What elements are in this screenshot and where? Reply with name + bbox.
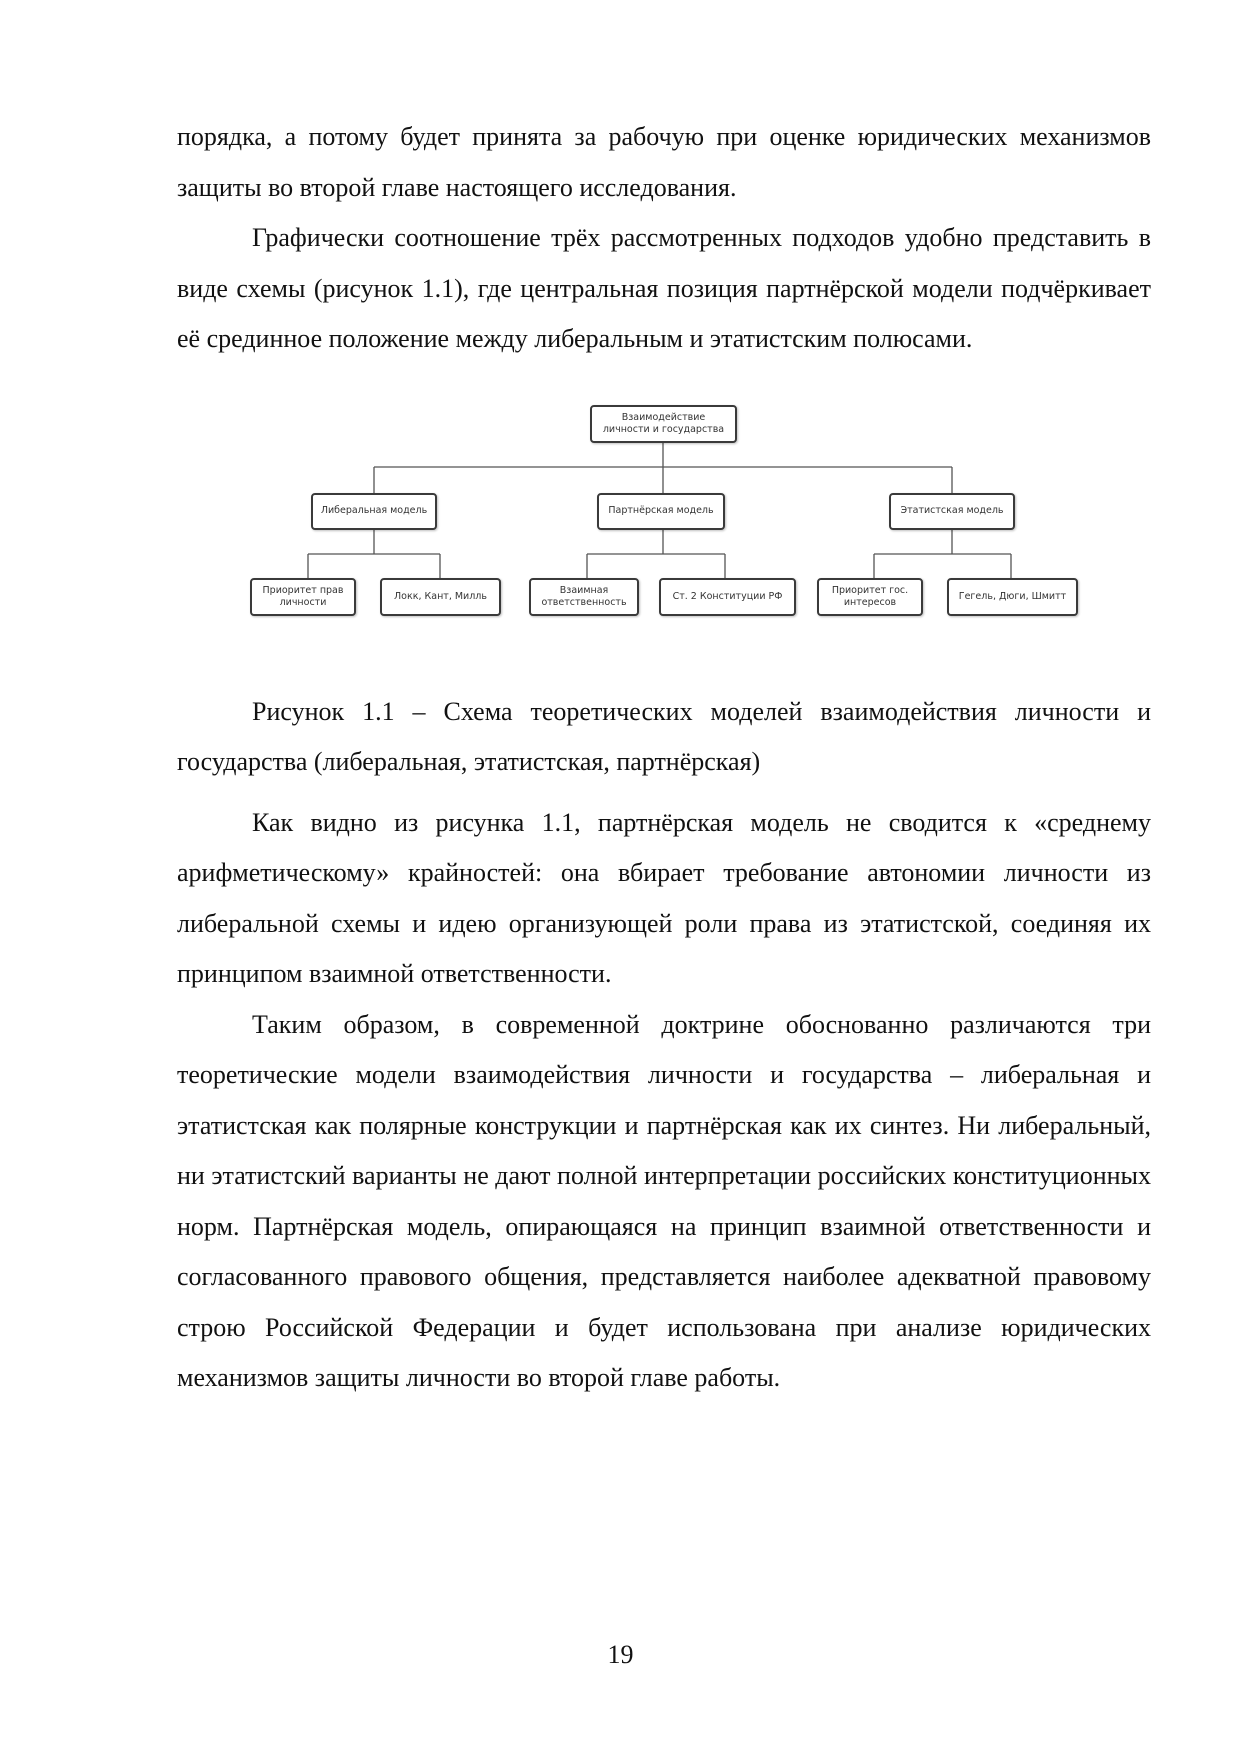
etatist-priority-line-1: Приоритет гос. bbox=[831, 584, 909, 596]
root-node-line-2: личности и государства bbox=[602, 423, 725, 435]
diagram-node-liberal-authors bbox=[380, 578, 501, 616]
liberal-priority-line-2: личности bbox=[279, 596, 327, 608]
diagram-node-etatist bbox=[889, 493, 1015, 530]
figure-caption: Рисунок 1.1 – Схема теоретических моделей взаимодействия личности и государства (либеральная, этатистская, партнёрская) bbox=[177, 696, 1151, 776]
liberal-node-label: Либеральная модель bbox=[320, 505, 428, 516]
paragraph-4: Таким образом, в современной доктрине обоснованно различаются три теоретические модели взаимодействия личности и государства – либеральная и этатистская как полярные конструкции и партнёрская как их синтез. Ни либеральный, ни этатистский варианты не дают полной интерпретации российских конституционных норм. Партнёрская модель, опирающаяся на принцип взаимной ответственности и согласованного правового общения, представляется наиболее адекватной правовому строю Российской Федерации и будет использована при анализе юридических механизмов защиты личности во второй главе работы. bbox=[177, 1009, 1151, 1392]
paragraph-1: порядка, а потому будет принята за рабочую при оценке юридических механизмов защиты во второй главе настоящего исследования. bbox=[177, 122, 1151, 202]
diagram-node-partner bbox=[597, 493, 725, 530]
diagram-node-liberal bbox=[311, 493, 437, 530]
diagram-node-etatist-priority bbox=[817, 578, 923, 616]
paragraph-2: Графически соотношение трёх рассмотренных подходов удобно представить в виде схемы (рисунок 1.1), где центральная позиция партнёрской модели подчёркивает её срединное положение между либеральным и этатистским полюсами. bbox=[177, 223, 1151, 353]
diagram-node-partner-constitution bbox=[659, 578, 796, 616]
diagram-node-partner-responsibility bbox=[529, 578, 639, 616]
partner-node-label: Партнёрская модель bbox=[608, 505, 714, 516]
partner-responsibility-line-2: ответственность bbox=[541, 596, 627, 608]
liberal-authors-label: Локк, Кант, Милль bbox=[394, 590, 487, 602]
diagram-root-node bbox=[590, 405, 737, 443]
root-node-line-1: Взаимодействие bbox=[621, 411, 706, 423]
paragraph-3: Как видно из рисунка 1.1, партнёрская модель не сводится к «среднему арифметическому» крайностей: она вбирает требование автономии личности из либеральной схемы и идею организующей роли права из этатистской, соединяя их принципом взаимной ответственности. bbox=[177, 807, 1151, 988]
partner-responsibility-line-1: Взаимная bbox=[559, 584, 609, 596]
diagram-node-liberal-priority bbox=[250, 578, 356, 616]
figure-models-diagram bbox=[177, 401, 1151, 669]
diagram-node-etatist-authors bbox=[947, 578, 1078, 616]
partner-constitution-label: Ст. 2 Конституции РФ bbox=[672, 590, 783, 602]
liberal-priority-line-1: Приоритет прав bbox=[262, 584, 344, 596]
etatist-priority-line-2: интересов bbox=[843, 596, 897, 608]
document-page bbox=[177, 112, 1151, 1404]
etatist-authors-label: Гегель, Дюги, Шмитт bbox=[958, 590, 1067, 602]
page-number: 19 bbox=[607, 1640, 634, 1669]
etatist-node-label: Этатистская модель bbox=[900, 505, 1004, 516]
